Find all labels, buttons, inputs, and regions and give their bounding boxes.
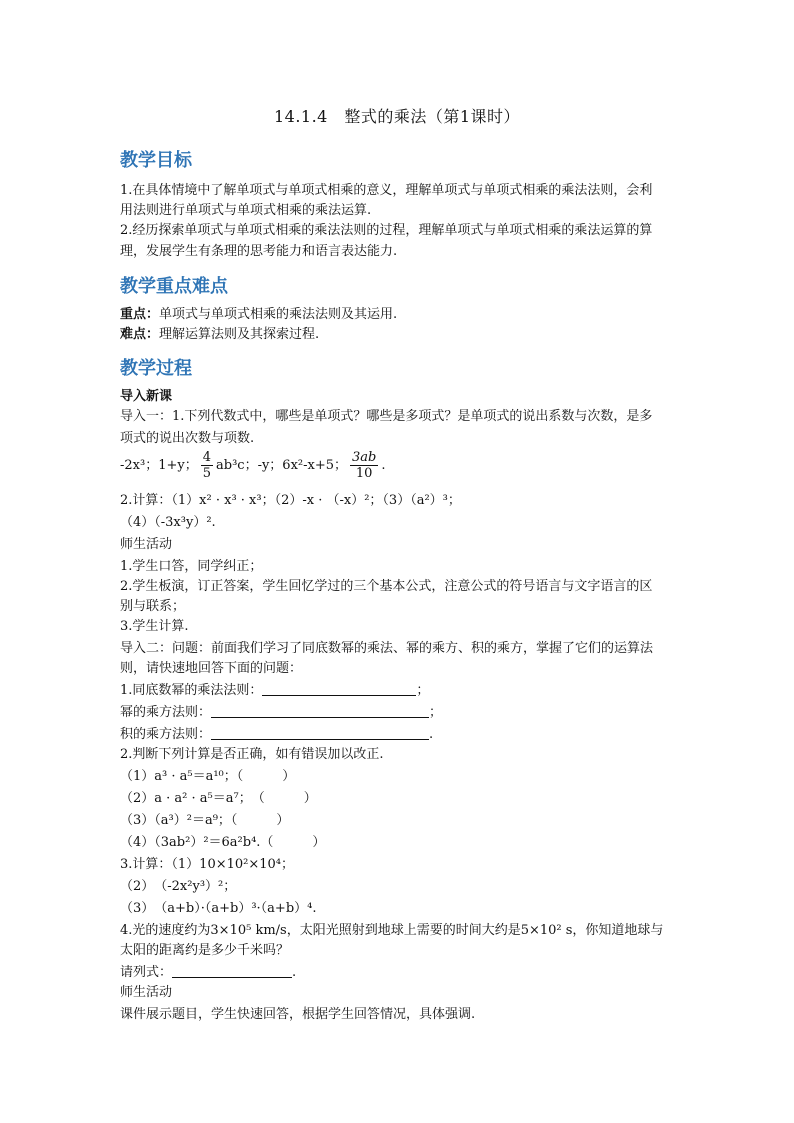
final-line: 课件展示题目，学生快速回答，根据学生回答情况，具体强调. (120, 1007, 476, 1022)
goal-1-line-2: 用法则进行单项式与单项式相乘的乘法运算. (120, 203, 372, 218)
heading-goals: 教学目标 (120, 150, 192, 171)
rule-1-blank (262, 681, 416, 696)
judge-2: （2）a · a² · a⁵＝a⁷； （ ） (120, 791, 317, 806)
activity-heading-2: 师生活动 (120, 985, 173, 1000)
difficult-text: 理解运算法则及其探索过程. (159, 327, 320, 342)
intro-1-line-1: 导入一：1.下列代数式中，哪些是单项式？哪些是多项式？是单项式的说出系数与次数，是多 (120, 409, 653, 424)
difficult-label: 难点： (120, 327, 160, 342)
key-point (120, 304, 690, 326)
rule-2-blank (211, 703, 429, 718)
question-4-line-1: 4.光的速度约为3×10⁵ km/s，太阳光照射到地球上需要的时间大约是5×10² s，你知道地球与 (120, 923, 664, 938)
rule-2-label: 幂的乘方法则： (120, 705, 212, 720)
document-title: 14.1.4 整式的乘法（第1课时） (273, 107, 521, 126)
heading-process: 教学过程 (120, 358, 192, 379)
list-label: 请列式： (120, 965, 173, 980)
heading-key-difficult: 教学重点难点 (120, 276, 228, 297)
list-blank (172, 963, 292, 978)
intro-heading: 导入新课 (120, 389, 173, 404)
list-formula: 请列式： . (120, 965, 297, 980)
calc3-2: （2） （-2x²y³）²； (120, 879, 237, 894)
rule-3-label: 积的乘方法则： (120, 727, 212, 742)
fraction-3ab-10: $\frac{3ab}{10}$ (352, 450, 377, 481)
expr-end: . (381, 458, 386, 473)
key-label: 重点： (120, 307, 160, 322)
fraction-four-fifths: $\frac{4}{5}$ (202, 450, 211, 481)
activity-3: 3.学生计算. (120, 619, 189, 634)
calc3-1: 3.计算：（1）10×10²×10⁴； (120, 857, 295, 872)
calc-line-1: 2.计算：（1）x² · x³ · x³；（2）-x · （-x）²；（3）（a²）³； (120, 493, 461, 508)
rule-1-label: 1.同底数幂的乘法法则： (120, 683, 263, 698)
goal-1-line-1: 1.在具体情境中了解单项式与单项式相乘的意义，理解单项式与单项式相乘的乘法法则，会利 (120, 183, 653, 198)
rule-3: 积的乘方法则： . (120, 727, 434, 742)
expr-prefix: -2x³；1+y； (120, 458, 198, 473)
difficult-point (120, 324, 690, 346)
judge-intro: 2.判断下列计算是否正确，如有错误加以改正. (120, 747, 384, 762)
rule-2: 幂的乘方法则： ； (120, 705, 443, 720)
judge-3: （3）（a³）²＝a⁹；（ ） (120, 813, 290, 828)
calc-line-2: （4）（-3x³y）². (120, 515, 216, 530)
activity-2-line-2: 别与联系； (120, 599, 186, 614)
judge-1: （1）a³ · a⁵＝a¹⁰；（ ） (120, 769, 296, 784)
intro-2-line-1: 导入二：问题：前面我们学习了同底数幂的乘法、幂的乘方、积的乘方，掌握了它们的运算法 (120, 641, 654, 656)
question-4-line-2: 太阳的距离约是多少千米吗？ (120, 943, 290, 958)
judge-4: （4）（3ab²）²＝6a²b⁴.（ ） (120, 835, 326, 850)
activity-2-line-1: 2.学生板演，订正答案，学生回忆学过的三个基本公式，注意公式的符号语言与文字语言的区 (120, 579, 653, 594)
expression-list (120, 448, 690, 484)
intro-1-line-2: 项式的说出次数与项数. (120, 431, 255, 446)
calc3-3: （3） （a+b）·（a+b）³·（a+b）⁴. (120, 901, 317, 916)
key-text: 单项式与单项式相乘的乘法法则及其运用. (159, 307, 398, 322)
goal-2-line-1: 2.经历探索单项式与单项式相乘的乘法法则的过程，理解单项式与单项式相乘的乘法运算的算 (120, 223, 653, 238)
expr-middle: ab³c；-y；6x²-x+5； (216, 458, 348, 473)
intro-2-line-2: 则，请快速地回答下面的问题： (120, 661, 303, 676)
rule-3-blank (211, 725, 429, 740)
goal-2-line-2: 理，发展学生有条理的思考能力和语言表达能力. (120, 244, 398, 259)
activity-1: 1.学生口答，同学纠正； (120, 559, 263, 574)
activity-heading-1: 师生活动 (120, 537, 173, 552)
rule-1: 1.同底数幂的乘法法则： ； (120, 683, 430, 698)
